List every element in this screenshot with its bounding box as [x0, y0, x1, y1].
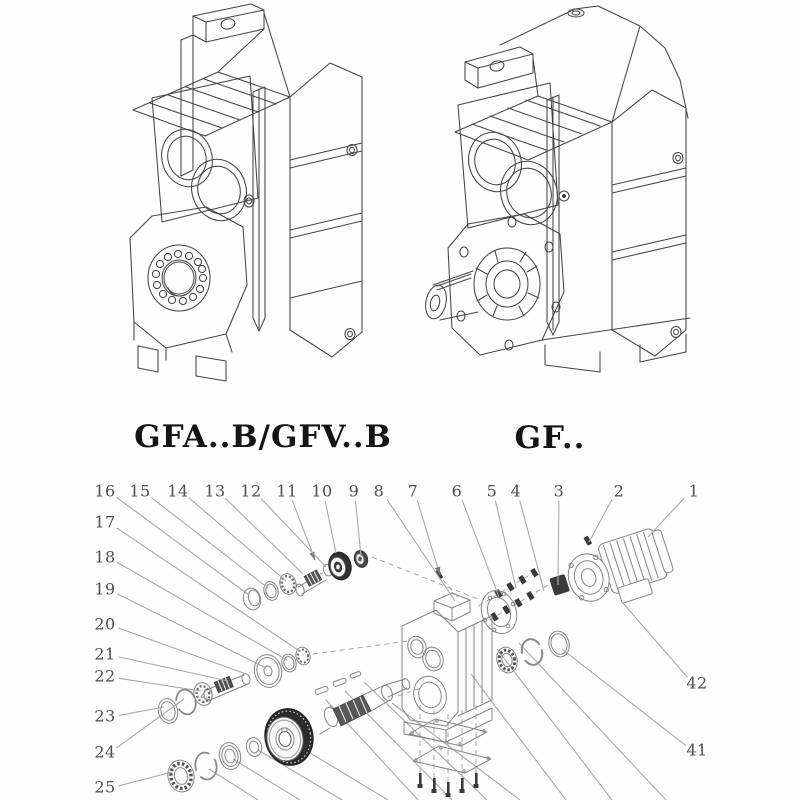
leader-line-17	[117, 528, 301, 652]
leader-line-7	[417, 501, 440, 575]
callout-11: 11	[276, 481, 298, 501]
leader-line-8	[387, 499, 455, 601]
callout-23: 23	[94, 706, 116, 726]
callout-17: 17	[94, 512, 116, 532]
exploded-diagram	[156, 525, 679, 800]
leader-line-15	[151, 497, 268, 588]
leader-line-42	[622, 602, 688, 677]
callout-10: 10	[311, 481, 333, 501]
leader-line-10	[325, 501, 336, 553]
leader-line-41	[562, 649, 686, 746]
callout-19: 19	[94, 579, 116, 599]
bolt-part-2	[583, 536, 592, 546]
callout-6: 6	[451, 481, 463, 501]
gaskets-and-bolts	[409, 719, 491, 797]
callout-12: 12	[240, 481, 262, 501]
callout-20: 20	[94, 614, 116, 634]
callout-8: 8	[373, 481, 385, 501]
housing	[402, 593, 492, 742]
callout-3: 3	[553, 481, 565, 501]
bearing-ring-trio	[494, 629, 572, 675]
gearbox-drawing-gfab	[130, 4, 362, 381]
callout-24: 24	[94, 742, 116, 762]
leader-line-9	[356, 501, 361, 556]
leader-line-1	[648, 498, 684, 537]
leader-line-5	[495, 501, 516, 588]
intermediate-shaft-assembly	[201, 645, 361, 701]
callout-2: 2	[613, 481, 625, 501]
callout-16: 16	[94, 481, 116, 501]
caption-gf: GF..	[514, 420, 586, 456]
leader-line-16	[116, 497, 249, 595]
callout-41: 41	[686, 740, 708, 760]
callout-42: 42	[686, 673, 708, 693]
leader-line-23	[119, 707, 164, 715]
leader-line-24	[117, 699, 184, 748]
callout-7: 7	[407, 481, 419, 501]
callout-22: 22	[94, 666, 116, 686]
callout-5: 5	[486, 481, 498, 501]
gearbox-drawing-gf	[423, 6, 690, 372]
leader-line-12	[261, 498, 326, 567]
leader-line-21	[119, 657, 228, 681]
leader-line-18	[117, 562, 287, 660]
callout-21: 21	[94, 644, 116, 664]
leader-line-22	[119, 678, 201, 691]
leader-line-2	[589, 500, 612, 542]
leader-line-3	[558, 501, 559, 585]
motor-assembly	[544, 525, 679, 622]
callout-4: 4	[510, 481, 522, 501]
leader-line-25	[119, 772, 172, 786]
callout-25: 25	[94, 777, 116, 797]
callout-14: 14	[167, 481, 189, 501]
callout-15: 15	[129, 481, 151, 501]
caption-gfab-gfvb: GFA..B/GFV..B	[134, 419, 392, 455]
callout-13: 13	[204, 481, 226, 501]
seal-ring-trio	[156, 681, 215, 726]
leader-line-20	[118, 628, 246, 674]
callout-18: 18	[94, 547, 116, 567]
callout-1: 1	[688, 481, 700, 501]
leader-line-6	[462, 500, 499, 597]
callout-9: 9	[348, 481, 360, 501]
